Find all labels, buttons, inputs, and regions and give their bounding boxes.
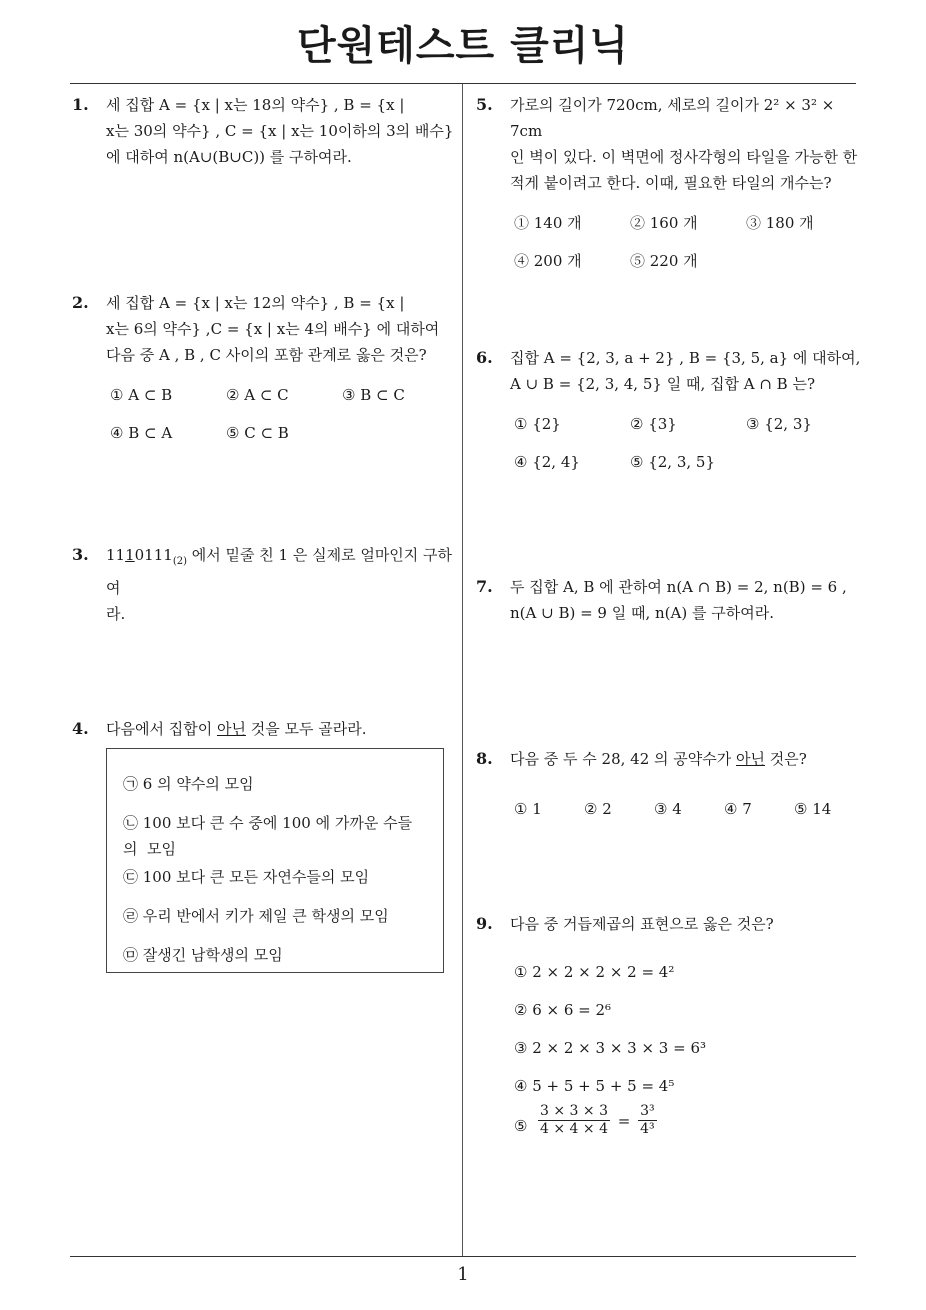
question-number: 2. — [72, 293, 89, 312]
answer-options-row — [106, 382, 456, 420]
page-number: 1 — [457, 1264, 469, 1285]
question-line: A ∪ B = {2, 3, 4, 5} 일 때, 집합 A ∩ B 는? — [510, 375, 815, 393]
question-line: 에 대하여 n(A∪(B∪C)) 를 구하여라. — [106, 148, 352, 166]
answer-option[interactable]: ④ 7 — [724, 800, 752, 818]
question-line: 다음 중 두 수 28, 42 의 공약수가 아닌 것은? — [510, 750, 807, 768]
statement-item-continued: 모임 — [147, 840, 176, 858]
question-number: 1. — [72, 95, 89, 114]
answer-option[interactable]: ③ 4 — [654, 800, 682, 818]
answer-options-row — [510, 959, 862, 997]
question-9 — [476, 911, 862, 1155]
question-line: 세 집합 A = {x | x는 18의 약수} , B = {x | — [106, 96, 405, 114]
question-line: 가로의 길이가 720cm, 세로의 길이가 2² × 3² × 7cm — [510, 96, 835, 140]
answer-options-row — [510, 449, 862, 487]
question-number: 6. — [476, 348, 493, 367]
answer-option-fraction[interactable]: ⑤ $\frac{3 \times 3 \times 3}{4 \times 4 \times 4}$ = $\frac{\text{3³}}{\text{4³}}$ — [514, 1103, 655, 1137]
question-6 — [476, 345, 862, 487]
answer-options-row — [510, 997, 862, 1035]
question-line: 세 집합 A = {x | x는 12의 약수} , B = {x | — [106, 294, 405, 312]
question-4 — [72, 716, 456, 742]
underlined-digit: 1 — [125, 546, 135, 564]
question-7 — [476, 574, 862, 626]
question-line: x는 6의 약수} ,C = {x | x는 4의 배수} 에 대하여 — [106, 320, 440, 338]
statement-item: ㉤ 잘생긴 남학생의 모임 — [123, 946, 283, 964]
question-line: 인 벽이 있다. 이 벽면에 정사각형의 타일을 가능한 한 — [510, 148, 858, 166]
question-line: 다음 중 A , B , C 사이의 포함 관계로 옳은 것은? — [106, 346, 427, 364]
answer-option[interactable]: ④ 200 개 — [514, 252, 582, 270]
answer-option[interactable]: ① 1 — [514, 800, 542, 818]
question-number: 9. — [476, 914, 493, 933]
answer-option[interactable]: ① {2} — [514, 415, 561, 433]
answer-option[interactable]: ① 140 개 — [514, 214, 582, 232]
statement-item: ㉠ 6 의 약수의 모임 — [123, 775, 254, 793]
answer-option[interactable]: ⑤ 14 — [794, 800, 832, 818]
statement-item: ㉣ 우리 반에서 키가 제일 큰 학생의 모임 — [123, 907, 389, 925]
question-line: 집합 A = {2, 3, a + 2} , B = {3, 5, a} 에 대하여, — [510, 349, 861, 367]
answer-option[interactable]: ④ {2, 4} — [514, 453, 580, 471]
question-5 — [476, 92, 862, 286]
underlined-word: 아닌 — [736, 750, 765, 768]
question-number: 8. — [476, 749, 493, 768]
answer-option[interactable]: ② 6 × 6 = 2⁶ — [514, 1001, 612, 1019]
answer-options-row — [106, 420, 456, 458]
answer-option[interactable]: ③ 180 개 — [746, 214, 814, 232]
answer-option[interactable]: ③ 2 × 2 × 3 × 3 × 3 = 6³ — [514, 1039, 707, 1057]
question-line: n(A ∪ B) = 9 일 때, n(A) 를 구하여라. — [510, 604, 774, 622]
footer-rule — [70, 1256, 856, 1257]
question-line: $1110111_{(2)}$ 에서 밑줄 친 1 은 실제로 얼마인지 구하여 — [106, 546, 453, 597]
answer-options-row — [510, 210, 862, 248]
question-number: 4. — [72, 719, 89, 738]
statement-item: ㉡ 100 보다 큰 수 중에 100 에 가까운 수들의 — [123, 814, 413, 858]
question-number: 5. — [476, 95, 493, 114]
answer-options-row — [510, 796, 862, 834]
question-line: 적게 붙이려고 한다. 이때, 필요한 타일의 개수는? — [510, 174, 832, 192]
answer-option[interactable]: ⑤ C ⊂ B — [226, 424, 289, 442]
answer-option[interactable]: ⑤ {2, 3, 5} — [630, 453, 716, 471]
answer-options-row — [510, 1035, 862, 1073]
question-8 — [476, 746, 862, 834]
question-3 — [72, 542, 456, 627]
question-number: 3. — [72, 545, 89, 564]
column-divider — [462, 84, 463, 1256]
question-line: x는 30의 약수} , C = {x | x는 10이하의 3의 배수} — [106, 122, 454, 140]
question-number: 7. — [476, 577, 493, 596]
answer-options-row — [510, 248, 862, 286]
answer-options-row — [510, 411, 862, 449]
answer-option[interactable]: ④ 5 + 5 + 5 + 5 = 4⁵ — [514, 1077, 675, 1095]
answer-option[interactable]: ② A ⊂ C — [226, 386, 289, 404]
statement-item: ㉢ 100 보다 큰 모든 자연수들의 모임 — [123, 868, 370, 886]
answer-option[interactable]: ③ B ⊂ C — [342, 386, 405, 404]
question-line: 다음 중 거듭제곱의 표현으로 옳은 것은? — [510, 915, 774, 933]
page-title: 단원테스트 클리닉 — [296, 23, 630, 69]
question-line: 라. — [106, 605, 126, 623]
answer-option[interactable]: ② {3} — [630, 415, 677, 433]
question-1 — [72, 92, 456, 170]
answer-option[interactable]: ① A ⊂ B — [110, 386, 173, 404]
header-rule — [70, 83, 856, 84]
answer-option[interactable]: ② 160 개 — [630, 214, 698, 232]
statement-box — [106, 748, 444, 973]
option-marker: ⑤ — [514, 1117, 528, 1135]
question-line: 두 집합 A, B 에 관하여 n(A ∩ B) = 2, n(B) = 6 , — [510, 578, 847, 596]
answer-option[interactable]: ① 2 × 2 × 2 × 2 = 4² — [514, 963, 675, 981]
answer-option[interactable]: ② 2 — [584, 800, 612, 818]
underlined-word: 아닌 — [216, 720, 246, 738]
answer-option[interactable]: ⑤ 220 개 — [630, 252, 698, 270]
question-line: 다음에서 집합이 아닌 것을 모두 골라라. — [106, 720, 367, 738]
answer-option[interactable]: ③ {2, 3} — [746, 415, 812, 433]
question-2 — [72, 290, 456, 458]
fraction: $\frac{3 \times 3 \times 3}{4 \times 4 \times 4}$ — [540, 1103, 608, 1137]
fraction: $\frac{\text{3³}}{\text{4³}}$ — [640, 1103, 655, 1137]
answer-option[interactable]: ④ B ⊂ A — [110, 424, 173, 442]
